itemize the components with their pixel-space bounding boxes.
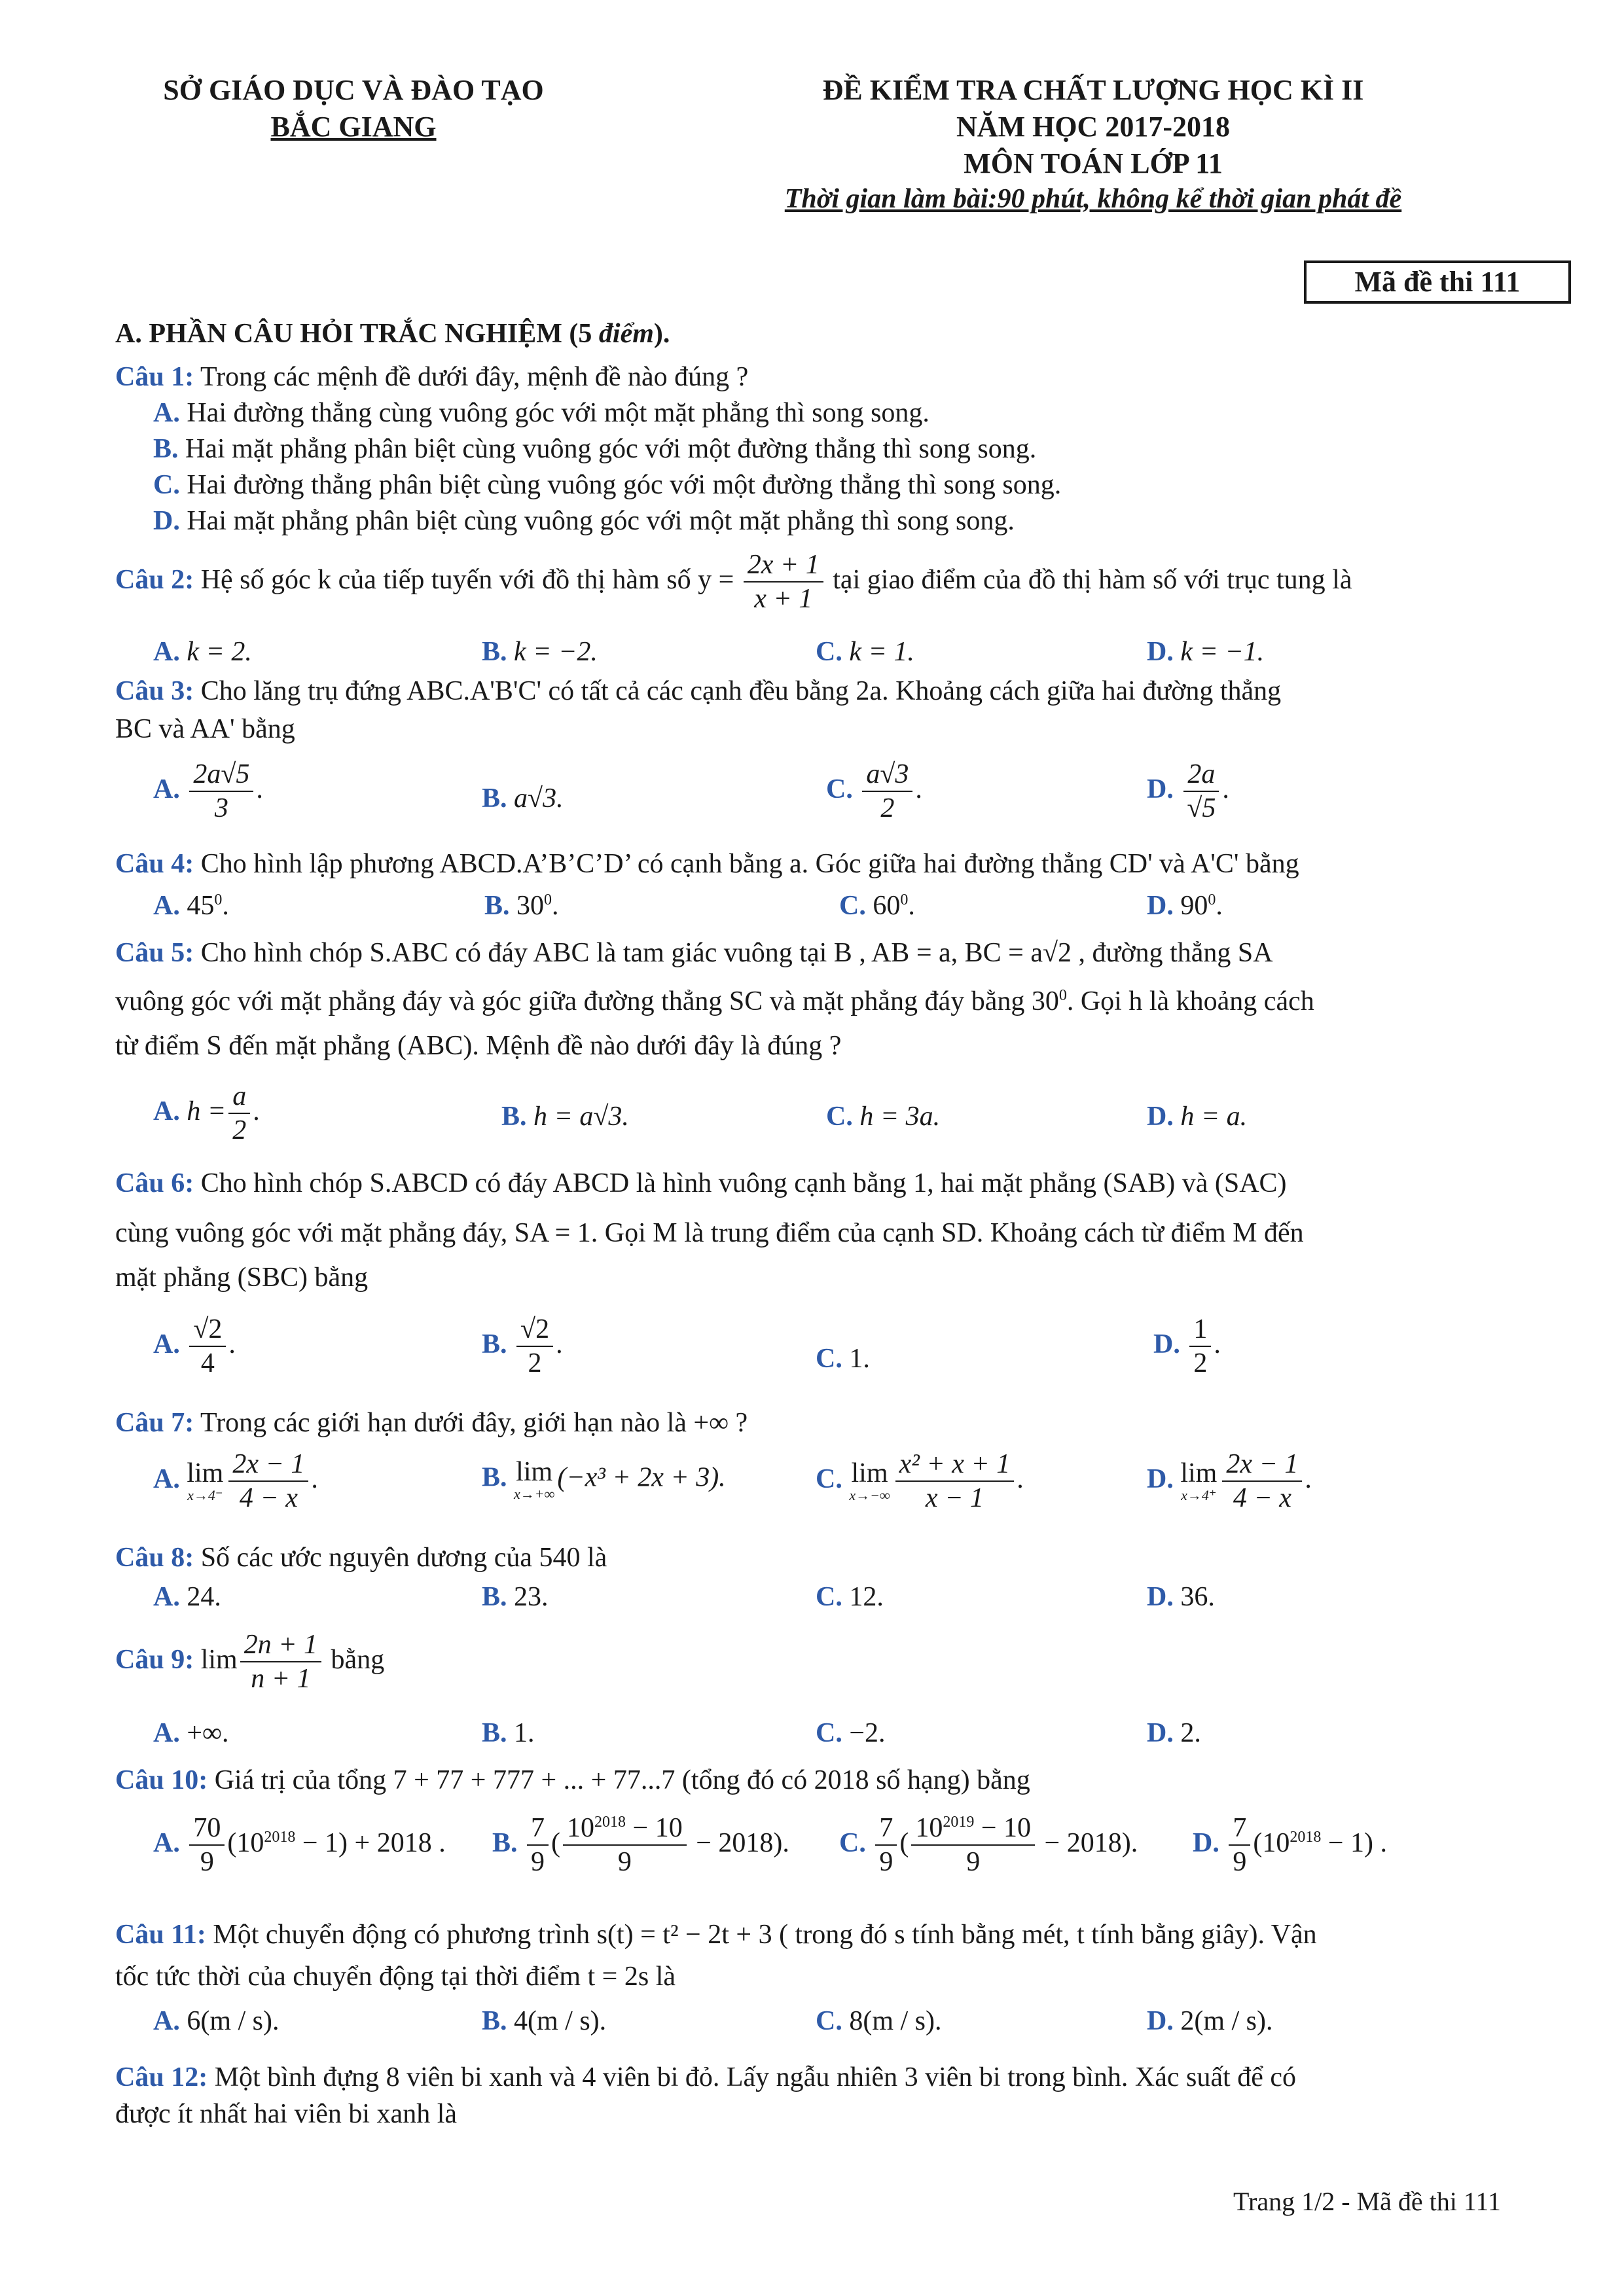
department-name: SỞ GIÁO DỤC VÀ ĐÀO TẠO: [163, 74, 544, 106]
q5-option-c[interactable]: C. h = 3a.: [826, 1102, 941, 1132]
question-6: Câu 6: Cho hình chóp S.ABCD có đáy ABCD là hình vuông cạnh bằng 1, hai mặt phẳng (SAB) và (SAC): [115, 1168, 1287, 1198]
q2-fraction: $\frac{2x + 1}{x + 1}$: [744, 550, 823, 614]
question-8: Câu 8: Số các ước nguyên dương của 540 là: [115, 1543, 607, 1573]
q6-option-c[interactable]: C. 1.: [816, 1344, 870, 1374]
question-11-line2: tốc tức thời của chuyển động tại thời điểm t = 2s là: [115, 1962, 676, 1992]
q1-option-d[interactable]: D. Hai mặt phẳng phân biệt cùng vuông góc với một mặt phẳng thì song song.: [153, 506, 1015, 536]
q11-option-c[interactable]: C. 8(m / s).: [816, 2006, 942, 2036]
q3-option-b[interactable]: B. a√3.: [482, 783, 564, 814]
q8-option-c[interactable]: C. 12.: [816, 1582, 884, 1612]
q2-option-d[interactable]: D. k = −1.: [1147, 637, 1265, 667]
q9-option-b[interactable]: B. 1.: [482, 1718, 535, 1748]
q2-option-b[interactable]: B. k = −2.: [482, 637, 598, 667]
question-5-line2: vuông góc với mặt phẳng đáy và góc giữa đường thẳng SC và mặt phẳng đáy bằng $30^0$. Gọi h là khoảng cách: [115, 986, 1314, 1016]
q7-option-a[interactable]: A. lim x→4⁻ $\frac{2x - 1}{4 - x}$ .: [153, 1449, 318, 1514]
province-name: BẮC GIANG: [270, 111, 437, 143]
q8-option-a[interactable]: A. 24.: [153, 1582, 221, 1612]
q4-option-a[interactable]: A. $45^0$.: [153, 891, 229, 921]
q9-option-d[interactable]: D. 2.: [1147, 1718, 1201, 1748]
q6-option-b[interactable]: B. $\frac{√2}{2}$ .: [482, 1314, 563, 1379]
question-7: Câu 7: Trong các giới hạn dưới đây, giới hạn nào là +∞ ?: [115, 1408, 748, 1438]
exam-code-box: Mã đề thi 111: [1304, 260, 1571, 304]
school-year: NĂM HỌC 2017-2018: [956, 111, 1230, 143]
question-3-line2: BC và AA' bằng: [115, 714, 295, 744]
q5-option-d[interactable]: D. h = a.: [1147, 1102, 1248, 1132]
q3-option-c[interactable]: C. $\frac{a√3}{2}$ .: [826, 759, 922, 824]
q2-option-a[interactable]: A. k = 2.: [153, 637, 252, 667]
q6-option-d[interactable]: D. $\frac{1}{2}$ .: [1153, 1314, 1221, 1379]
question-9: Câu 9: lim $\frac{2n + 1}{n + 1}$ bằng: [115, 1630, 385, 1695]
q10-option-a[interactable]: A. $\frac{70}{9}$ $(10^{2018} - 1) + 2018$ .: [153, 1813, 446, 1878]
q3-option-d[interactable]: D. $\frac{2a}{√5}$ .: [1147, 759, 1229, 824]
q8-option-b[interactable]: B. 23.: [482, 1582, 549, 1612]
q11-option-d[interactable]: D. 2(m / s).: [1147, 2006, 1273, 2036]
question-4: Câu 4: Cho hình lập phương ABCD.A’B’C’D’ có cạnh bằng a. Góc giữa hai đường thẳng CD' và A'C' bằng: [115, 849, 1299, 879]
subject: MÔN TOÁN LỚP 11: [964, 147, 1223, 179]
question-3: Câu 3: Cho lăng trụ đứng ABC.A'B'C' có tất cả các cạnh đều bằng 2a. Khoảng cách giữa hai đường thẳng: [115, 676, 1282, 706]
q1-option-b[interactable]: B. Hai mặt phẳng phân biệt cùng vuông góc với một đường thẳng thì song song.: [153, 434, 1037, 464]
exam-title: ĐỀ KIỂM TRA CHẤT LƯỢNG HỌC KÌ II: [822, 74, 1364, 106]
question-10: Câu 10: Giá trị của tổng 7 + 77 + 777 + ... + 77...7 (tổng đó có 2018 số hạng) bằng: [115, 1765, 1030, 1795]
q4-option-d[interactable]: D. $90^0$.: [1147, 891, 1223, 921]
question-12-line2: được ít nhất hai viên bi xanh là: [115, 2099, 458, 2129]
q4-option-c[interactable]: C. $60^0$.: [839, 891, 915, 921]
question-1: Câu 1: Trong các mệnh đề dưới đây, mệnh đề nào đúng ?: [115, 362, 749, 392]
q5-option-b[interactable]: B. h = a√3.: [501, 1102, 629, 1132]
q11-option-a[interactable]: A. 6(m / s).: [153, 2006, 280, 2036]
q1-option-a[interactable]: A. Hai đường thẳng cùng vuông góc với một mặt phẳng thì song song.: [153, 398, 929, 428]
page-footer: Trang 1/2 - Mã đề thi 111: [1233, 2187, 1501, 2216]
question-5-line3: từ điểm S đến mặt phẳng (ABC). Mệnh đề nào dưới đây là đúng ?: [115, 1031, 842, 1061]
question-6-line3: mặt phẳng (SBC) bằng: [115, 1263, 369, 1293]
q2-option-c[interactable]: C. k = 1.: [816, 637, 914, 667]
question-11: Câu 11: Một chuyển động có phương trình s(t) = t² − 2t + 3 ( trong đó s tính bằng mét, t tính bằng giây). Vận: [115, 1920, 1317, 1950]
section-title: A. PHẦN CÂU HỎI TRẮC NGHIỆM (5 điểm).: [115, 319, 670, 349]
time-limit: Thời gian làm bài:90 phút, không kể thời gian phát đề: [784, 184, 1402, 214]
q3-option-a[interactable]: A. $\frac{2a√5}{3}$ .: [153, 759, 263, 824]
q4-option-b[interactable]: B. $30^0$.: [484, 891, 559, 921]
q10-option-b[interactable]: B. $\frac{7}{9}$ ( $\frac{10^{2018} - 10}{9}$ − 2018).: [492, 1813, 789, 1878]
question-12: Câu 12: Một bình đựng 8 viên bi xanh và 4 viên bi đỏ. Lấy ngẫu nhiên 3 viên bi trong bình. Xác suất để có: [115, 2062, 1296, 2092]
q1-option-c[interactable]: C. Hai đường thẳng phân biệt cùng vuông góc với một đường thẳng thì song song.: [153, 470, 1062, 500]
q7-option-d[interactable]: D. lim x→4⁺ $\frac{2x - 1}{4 - x}$ .: [1147, 1449, 1312, 1514]
q10-option-c[interactable]: C. $\frac{7}{9}$ ( $\frac{10^{2019} - 10}{9}$ − 2018).: [839, 1813, 1138, 1878]
q10-option-d[interactable]: D. $\frac{7}{9}$ $(10^{2018} - 1)$ .: [1193, 1813, 1388, 1878]
q8-option-d[interactable]: D. 36.: [1147, 1582, 1215, 1612]
q7-option-c[interactable]: C. lim x→−∞ $\frac{\text{x² + x + 1}}{x - 1}$ .: [816, 1449, 1024, 1514]
question-2: Câu 2: Hệ số góc k của tiếp tuyến với đồ thị hàm số y = $\frac{2x + 1}{x + 1}$ tại giao điểm của đồ thị hàm số với trục tung là: [115, 550, 1352, 615]
q6-option-a[interactable]: A. $\frac{√2}{4}$ .: [153, 1314, 236, 1379]
q11-option-b[interactable]: B. 4(m / s).: [482, 2006, 607, 2036]
q5-option-a[interactable]: A. h = $\frac{a}{2}$ .: [153, 1081, 260, 1146]
q9-option-a[interactable]: A. +∞.: [153, 1718, 229, 1748]
question-6-line2: cùng vuông góc với mặt phẳng đáy, SA = 1. Gọi M là trung điểm của cạnh SD. Khoảng cách từ điểm M đến: [115, 1218, 1304, 1248]
q7-option-b[interactable]: B. lim x→+∞ (−x³ + 2x + 3).: [482, 1457, 726, 1502]
q9-option-c[interactable]: C. −2.: [816, 1718, 886, 1748]
question-5: Câu 5: Cho hình chóp S.ABC có đáy ABC là tam giác vuông tại B , AB = a, BC = a√2 , đường thẳng SA: [115, 938, 1273, 968]
